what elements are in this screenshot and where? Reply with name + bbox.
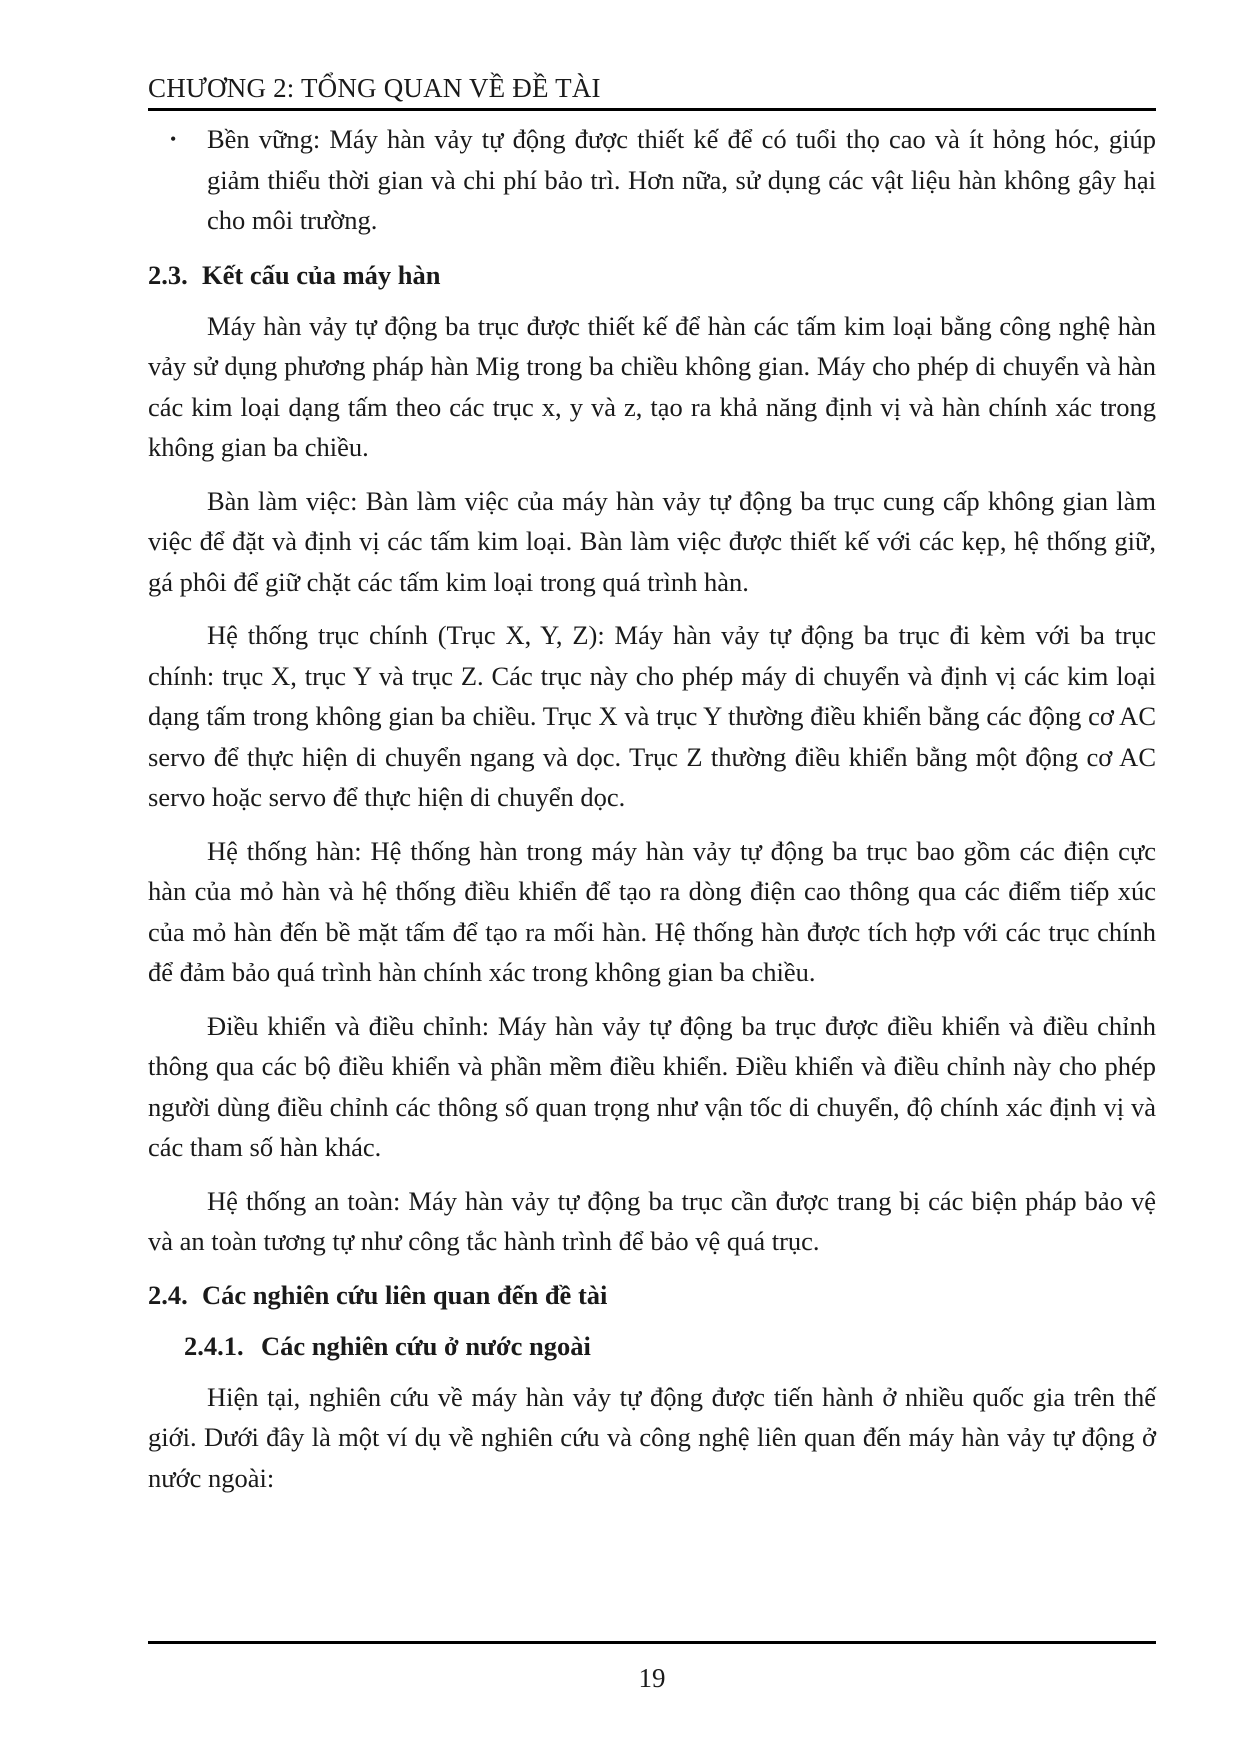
chapter-header: CHƯƠNG 2: TỔNG QUAN VỀ ĐỀ TÀI: [148, 73, 601, 103]
bullet-dot-icon: •: [170, 129, 177, 149]
paragraph: Hệ thống hàn: Hệ thống hàn trong máy hàn vảy tự động ba trục bao gồm các điện cực hàn của mỏ hàn và hệ thống điều khiển để tạo ra dòng điện cao thông qua các điểm tiếp xúc của mỏ hàn đến bề mặt tấm để tạo ra mối hàn. Hệ thống hàn được tích hợp với các trục chính để đảm bảo quá trình hàn chính xác trong không gian ba chiều.: [148, 835, 1156, 987]
section-heading-2-3: [148, 255, 1156, 295]
bullet-text: Bền vững: Máy hàn vảy tự động được thiết kế để có tuổi thọ cao và ít hỏng hóc, giúp giảm thiểu thời gian và chi phí bảo trì. Hơn nữa, sử dụng các vật liệu hàn không gây hại cho môi trường.: [207, 124, 1156, 235]
paragraph: Hệ thống trục chính (Trục X, Y, Z): Máy hàn vảy tự động ba trục đi kèm với ba trục chính: trục X, trục Y và trục Z. Các trục này cho phép máy di chuyển và định vị các kim loại dạng tấm trong không gian ba chiều. Trục X và trục Y thường điều khiển bằng các động cơ AC servo để thực hiện di chuyển ngang và dọc. Trục Z thường điều khiển bằng một động cơ AC servo hoặc servo để thực hiện di chuyển dọc.: [148, 620, 1156, 812]
subsection-number: 2.4.1.: [184, 1330, 244, 1361]
section-number: 2.3.: [148, 259, 188, 290]
page-body: [148, 119, 1156, 1511]
footer-divider: [148, 1641, 1156, 1644]
section-heading-2-4: [148, 1275, 1156, 1315]
paragraph: Máy hàn vảy tự động ba trục được thiết kế để hàn các tấm kim loại bằng công nghệ hàn vảy sử dụng phương pháp hàn Mig trong ba chiều không gian. Máy cho phép di chuyển và hàn các kim loại dạng tấm theo các trục x, y và z, tạo ra khả năng định vị và hàn chính xác trong không gian ba chiều.: [148, 310, 1156, 462]
paragraph: Điều khiển và điều chỉnh: Máy hàn vảy tự động ba trục được điều khiển và điều chỉnh thông qua các bộ điều khiển và phần mềm điều khiển. Điều khiển và điều chỉnh này cho phép người dùng điều chỉnh các thông số quan trọng như vận tốc di chuyển, độ chính xác định vị và các tham số hàn khác.: [148, 1010, 1156, 1162]
page-number: 19: [638, 1663, 666, 1693]
subsection-heading-2-4-1: [184, 1326, 1156, 1366]
section-title: Các nghiên cứu liên quan đến đề tài: [202, 1279, 608, 1310]
paragraph: Hệ thống an toàn: Máy hàn vảy tự động ba trục cần được trang bị các biện pháp bảo vệ và an toàn tương tự như công tắc hành trình để bảo vệ quá trục.: [148, 1185, 1156, 1256]
section-number: 2.4.: [148, 1279, 188, 1310]
bullet-item: [148, 119, 1156, 241]
subsection-title: Các nghiên cứu ở nước ngoài: [261, 1330, 591, 1361]
paragraph: Hiện tại, nghiên cứu về máy hàn vảy tự động được tiến hành ở nhiều quốc gia trên thế giới. Dưới đây là một ví dụ về nghiên cứu và công nghệ liên quan đến máy hàn vảy tự động ở nước ngoài:: [148, 1381, 1156, 1493]
section-title: Kết cấu của máy hàn: [202, 259, 441, 290]
header-divider: [148, 108, 1156, 111]
paragraph: Bàn làm việc: Bàn làm việc của máy hàn vảy tự động ba trục cung cấp không gian làm việc để đặt và định vị các tấm kim loại. Bàn làm việc được thiết kế với các kẹp, hệ thống giữ, gá phôi để giữ chặt các tấm kim loại trong quá trình hàn.: [148, 485, 1156, 597]
